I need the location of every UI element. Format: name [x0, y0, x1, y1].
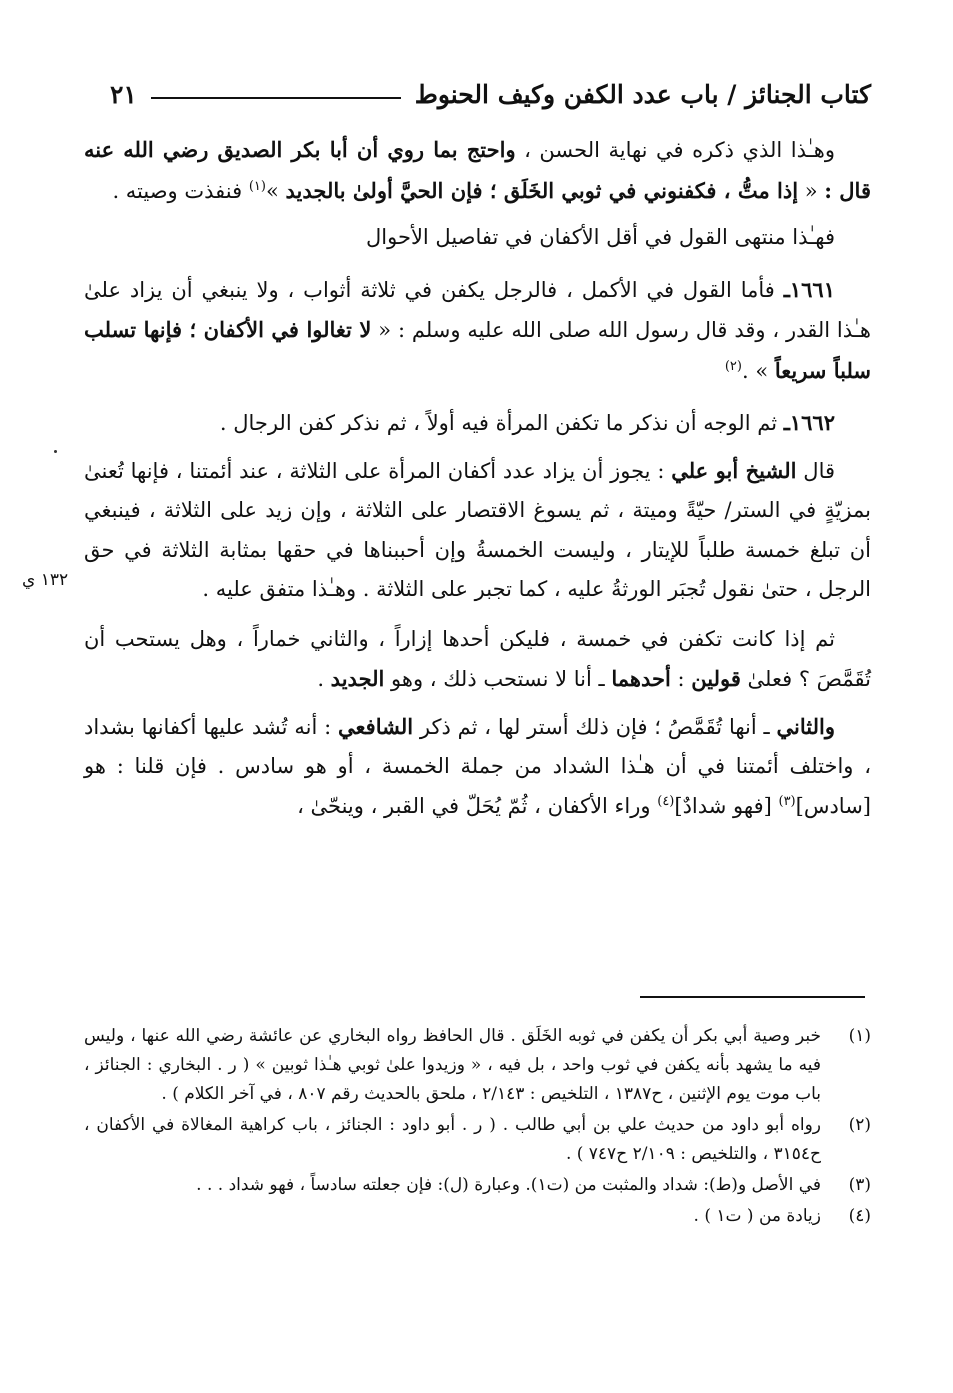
- paragraph: [84, 403, 871, 444]
- bold-run: أحدهما: [611, 666, 671, 691]
- paragraph: [84, 130, 871, 211]
- text-run: ثم إذا كانت تكفن في خمسة ، فليكن أحدها إزاراً ، والثاني خماراً ، وهل يستحب أن تُقَمَّصَ ؟ فعلىٰ: [84, 626, 871, 691]
- paragraph: [84, 451, 871, 610]
- text-run: :: [670, 667, 692, 691]
- footnote-ref: (١): [248, 178, 266, 194]
- footnote-text: رواه أبو داود من حديث علي بن أبي طالب . ( ر . أبو داود : الجنائز ، باب كراهية المغالاة في الأكفان ، ح٣١٥٤ ، والتلخيص : ٢/١٠٩ ح٧٤٧ ) .: [84, 1115, 821, 1164]
- footnote-number: (٢): [848, 1115, 871, 1135]
- bold-run: والثاني: [776, 713, 835, 739]
- footnote-text: في الأصل و(ط): شداد والمثبت من (ت١). وعبارة (ل): فإن جعلته سادساً ، فهو شداد . . .: [196, 1175, 821, 1195]
- footnote-number: (١): [848, 1026, 871, 1046]
- footnote-ref: (٤): [657, 793, 675, 809]
- footnote-text: خبر وصية أبي بكر أن يكفن في ثوبه الخَلَق . قال الحافظ رواه البخاري عن عائشة رضي الله عنها ، وليس فيه ما يشهد بأنه يكفن في ثوب واحد ، بل فيه ، « وزيدوا علىٰ ثوبي هـٰذا ثوبين » ( ر . البخاري : الجنائز ، باب موت يوم الإثنين ، ح١٣٨٧ ، التلخيص : ٢/١٤٣ ، ملحق بالحديث رقم ٨٠٧ ، في آخر الكلام ) .: [84, 1026, 821, 1104]
- text-run: [فهو شدادٌ]: [674, 793, 779, 818]
- footnote: [84, 1111, 871, 1169]
- text-run: وراء الأكفان ، ثُمّ يُحَلّ في القبر ، وينحّىٰ ،: [297, 793, 658, 818]
- text-run: فهـٰذا منتهى القول في أقل الأكفان في تفاصيل الأحوال: [366, 225, 835, 249]
- text-run: : يجوز أن يزاد عدد أكفان المرأة على الثلاثة ، عند أئمتنا ، فإنها تُعنىٰ بمزيّةٍ في الستر/ حيّةً وميتة ، ثم يسوغ الاقتصار على الثلاثة ، وإن زيد على الثلاثة ، فينبغي أن تبلغ خمسة طلباً للإيتار ، وليست الخمسةُ وإن أحببناها في حقها بمثابة الثلاثة في حق الرجل ، حتىٰ نقول تُجبَر الورثةُ عليه ، كما تجبر على الثلاثة . وهـٰذا متفق عليه .: [84, 458, 871, 601]
- text-run: «: [798, 178, 825, 203]
- text-run: : أنه تُشد عليها أكفانها بشداد ، واختلف أئمتنا في أن هـٰذا الشداد من جملة الخمسة ، أو هو سادس . فإن قلنا : هو [سادس]: [84, 714, 871, 818]
- text-run: فنفذت وصيته .: [112, 178, 249, 203]
- text-run: .: [317, 667, 331, 691]
- bold-run: الشافعي: [338, 713, 414, 739]
- hadith-quote: لا تغالوا في الأكفان ؛ فإنها تسلب سلباً سريعاً: [84, 317, 871, 383]
- footnote-ref: (٢): [724, 358, 742, 374]
- bold-run: واحتج بما روي أن أبا بكر الصديق رضي الله عنه قال :: [84, 137, 871, 203]
- footnote: [84, 1022, 871, 1109]
- main-text: [84, 130, 871, 833]
- footnote-ref: (٣): [778, 793, 796, 809]
- hadith-quote: إذا متُّ ، فكفنوني في ثوبي الخَلَق ؛ فإن الحيَّ أولىٰ بالجديد: [285, 177, 799, 203]
- paragraph: [84, 270, 871, 392]
- paragraph-number: ١٦٦١ـ: [783, 276, 835, 302]
- text-run: ـ أنا لا نستحب ذلك ، وهو: [384, 667, 612, 691]
- footnote-number: (٣): [848, 1175, 871, 1195]
- paragraph: [84, 707, 871, 827]
- paragraph: [84, 620, 871, 700]
- stray-mark: [54, 450, 57, 453]
- margin-manuscript-ref: ١٣٢ ي: [22, 570, 69, 590]
- bold-run: الشيخ أبو علي: [671, 457, 797, 483]
- text-run: ثم الوجه أن نذكر ما تكفن المرأة فيه أولاً ، ثم نذكر كفن الرجال .: [219, 411, 784, 435]
- footnote: [84, 1171, 871, 1200]
- footnote-text: زيادة من ( ت١ ) .: [693, 1206, 821, 1226]
- page-number: ٢١: [110, 79, 137, 109]
- bold-run: الجديد: [330, 666, 385, 691]
- footnote: [84, 1202, 871, 1231]
- footnote-number: (٤): [848, 1206, 871, 1226]
- text-run: »: [265, 178, 286, 203]
- paragraph: [84, 218, 871, 258]
- paragraph-number: ١٦٦٢ـ: [783, 410, 835, 435]
- bold-run: قولين: [691, 666, 741, 691]
- footnotes: [84, 1022, 871, 1233]
- running-header: [110, 74, 871, 114]
- header-rule: [151, 97, 401, 99]
- header-title: كتاب الجنائز / باب عدد الكفن وكيف الحنوط: [414, 79, 871, 109]
- text-run: قال: [796, 458, 836, 483]
- text-run: » .: [741, 358, 775, 383]
- footnote-separator: [640, 996, 865, 998]
- text-run: وهـٰذا الذي ذكره في نهاية الحسن ،: [515, 138, 835, 162]
- text-run: فأما القول في الأكمل ، فالرجل يكفن في ثلاثة أثواب ، ولا ينبغي أن يزاد علىٰ هـٰذا القدر ، وقد قال رسول الله صلى الله عليه وسلم : «: [84, 277, 871, 342]
- text-run: ـ أنها تُقَمَّصُ ؛ فإن ذلك أستر لها ، ثم ذكر: [413, 714, 777, 739]
